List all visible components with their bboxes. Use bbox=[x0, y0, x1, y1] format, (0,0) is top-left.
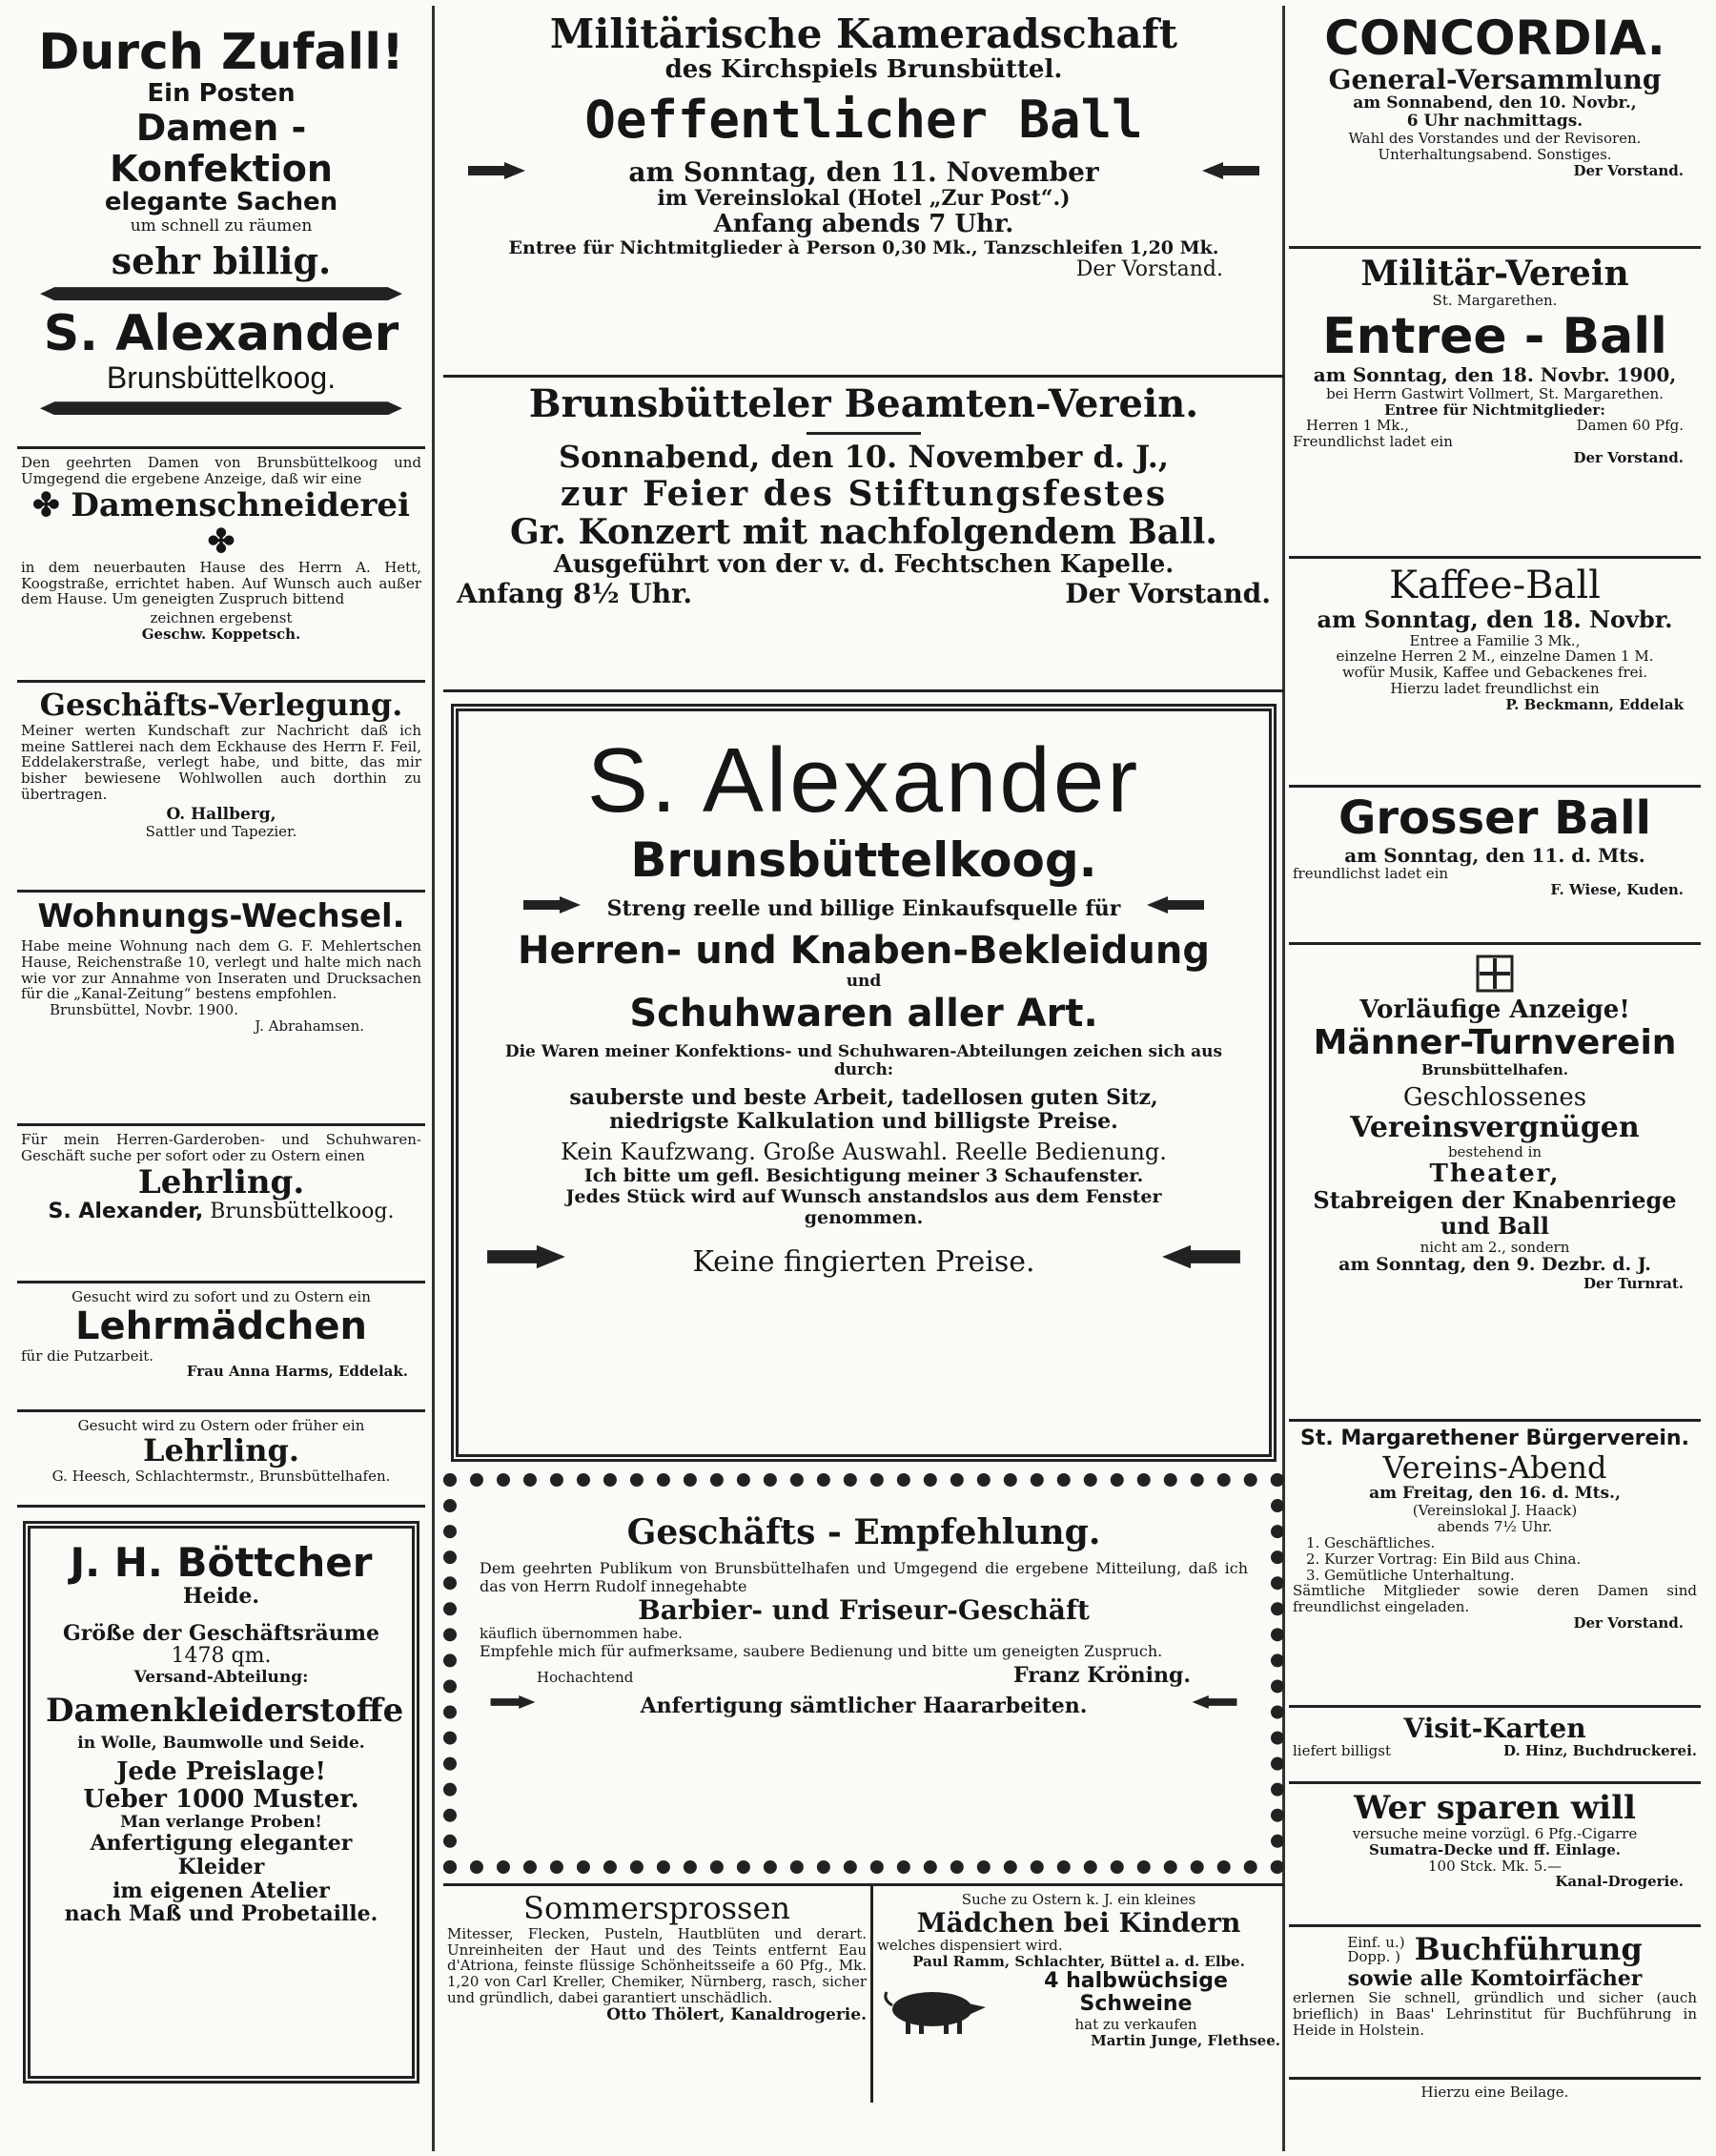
divider bbox=[807, 432, 921, 435]
ad-prefix-line: Dopp. ) bbox=[1347, 1947, 1400, 1965]
ad-date: Brunsbüttel, Novbr. 1900. bbox=[50, 1001, 238, 1019]
pointing-hand-icon bbox=[466, 160, 527, 181]
ad-pigs: 4 halbwüchsige Schweine bbox=[1044, 1968, 1228, 2017]
ad-price: Herren 1 Mk., bbox=[1306, 417, 1409, 435]
ad-title: CONCORDIA. bbox=[1324, 10, 1665, 66]
ad-line: versuche meine vorzügl. 6 Pfg.-Cigarre bbox=[1352, 1825, 1638, 1843]
ad-militaerische-kameradschaft bbox=[443, 6, 1284, 378]
ad-sign: Der Vorstand. bbox=[1573, 448, 1684, 466]
ad-title-row bbox=[1293, 1933, 1697, 1967]
ad-sub: des Kirchspiels Brunsbüttel. bbox=[664, 55, 1063, 85]
ad-title: Geschäfts-Verlegung. bbox=[39, 687, 403, 723]
clover-icon: ✤ bbox=[207, 522, 235, 561]
ad-item: 3. Gemütliche Unterhaltung. bbox=[1306, 1566, 1515, 1584]
middle-column bbox=[443, 6, 1284, 2103]
bottom-row bbox=[443, 1883, 1284, 2103]
ad-line: Hierzu ladet freundlichst ein bbox=[1390, 680, 1600, 698]
ad-item: 1. Geschäftliches. bbox=[1306, 1534, 1436, 1552]
left-column bbox=[17, 6, 425, 2093]
ad-line: um schnell zu räumen bbox=[130, 216, 313, 236]
ad-line: Empfehle mich für aufmerksame, saubere Bedienung und bitte um geneigten Zuspruch. bbox=[480, 1641, 1163, 1660]
ad-sign: Otto Thölert, Kanaldrogerie. bbox=[606, 2004, 867, 2024]
ad-sign-name: Franz Kröning. bbox=[1012, 1663, 1191, 1688]
ad-sign: P. Beckmann, Eddelak bbox=[1505, 695, 1684, 713]
ad-line-row bbox=[480, 1692, 1248, 1718]
ad-place: Heide. bbox=[182, 1584, 260, 1610]
ad-ball: Oeffentlicher Ball bbox=[584, 90, 1143, 151]
ad-title: Brunsbütteler Beamten-Verein. bbox=[528, 381, 1199, 426]
ad-line: sauberste und beste Arbeit, tadellosen guten Sitz, bbox=[569, 1084, 1158, 1110]
ad-start: Anfang abends 7 Uhr. bbox=[713, 209, 1014, 238]
ad-line: niedrigste Kalkulation und billigste Preise. bbox=[609, 1109, 1118, 1135]
ad-sign: D. Hinz, Buchdruckerei. bbox=[1502, 1742, 1697, 1760]
ad-line: 1478 qm. bbox=[171, 1644, 272, 1669]
ad-line: im eigenen Atelier bbox=[112, 1878, 330, 1903]
ad-sign: Der Vorstand. bbox=[1573, 1614, 1684, 1632]
ad-name: Frau Anna Harms, Eddelak. bbox=[186, 1363, 408, 1381]
ad-line: nicht am 2., sondern bbox=[1420, 1238, 1570, 1256]
ad-sign: Hochachtend bbox=[537, 1669, 634, 1686]
ad-line: General-Versammlung bbox=[1328, 64, 1662, 95]
ad-sign: Der Vorstand. bbox=[1075, 257, 1223, 281]
ad-line: Entree a Familie 3 Mk., bbox=[1409, 631, 1581, 649]
ad-visit-karten bbox=[1289, 1708, 1701, 1784]
ad-maenner-turnverein bbox=[1289, 945, 1701, 1422]
ad-title: Lehrling. bbox=[137, 1162, 305, 1201]
ad-date: am Sonntag, den 11. d. Mts. bbox=[1344, 843, 1645, 867]
ad-ball: Entree - Ball bbox=[1322, 308, 1667, 366]
ad-line: Schuhwaren aller Art. bbox=[629, 991, 1098, 1036]
ad-title: Militär-Verein bbox=[1360, 254, 1629, 294]
ad-body: Meiner werten Kundschaft zur Nachricht daß ich meine Sattlerei nach dem Eckhause des Herrn F. Feil, Eddelakerstraße, verlegt habe, und bitte, das mir bisher bewiesene Wohlwollen auch dorthin zu übertragen. bbox=[21, 721, 421, 804]
ad-title: Lehrling. bbox=[142, 1431, 300, 1468]
ad-maedchen-schweine bbox=[873, 1886, 1284, 2103]
ad-prefix-line: Einf. u.) bbox=[1347, 1933, 1405, 1951]
ad-title: St. Margarethener Bürgerverein. bbox=[1300, 1427, 1689, 1450]
ad-line: liefert billigst bbox=[1293, 1742, 1391, 1760]
ad-place: St. Margarethen. bbox=[1432, 292, 1558, 310]
ad-body: Mitesser, Flecken, Pusteln, Hautblüten und derart. Unreinheiten der Haut und des Teints entfernt Eau d'Atriona, feinste flüssige Schönheitsseife a 60 Pfg., Mk. 1,20 von Carl Kreller, Chemiker, Nürnberg, rasch, sicher und gründlich, dabei garantiert unschädlich. bbox=[447, 1924, 867, 2007]
ad-title: J. H. Böttcher bbox=[70, 1539, 373, 1586]
ad-geschaefts-verlegung bbox=[17, 683, 425, 893]
ad-sign bbox=[21, 1201, 421, 1224]
ad-title: Männer-Turnverein bbox=[1313, 1023, 1677, 1063]
clover-icon: ✤ bbox=[32, 485, 72, 524]
ad-line: Kein Kaufzwang. Große Auswahl. Reelle Bedienung. bbox=[561, 1139, 1167, 1166]
ad-line: am Sonnabend, den 10. Novbr., bbox=[1353, 93, 1637, 113]
ad-place: Brunsbüttelhafen. bbox=[1420, 1061, 1569, 1079]
ad-title: Mädchen bei Kindern bbox=[916, 1906, 1241, 1939]
ad-militaer-verein bbox=[1289, 249, 1701, 559]
ad-title: Visit-Karten bbox=[1403, 1713, 1586, 1744]
turner-cross-icon bbox=[1476, 955, 1514, 993]
ad-lehrling-heesch bbox=[17, 1412, 425, 1508]
ad-line: Ich bitte um gefl. Besichtigung meiner 3 Schaufenster. bbox=[583, 1165, 1144, 1187]
ad-line: sehr billig. bbox=[111, 238, 332, 282]
ad-durch-zufall bbox=[17, 6, 425, 449]
ad-title: Durch Zufall! bbox=[38, 24, 404, 81]
pointing-hand-icon bbox=[1158, 1242, 1244, 1271]
ad-loc: bei Herrn Gastwirt Vollmert, St. Margarethen. bbox=[1326, 384, 1664, 402]
ad-date: am Sonntag, den 18. Novbr. 1900, bbox=[1313, 363, 1677, 387]
ad-sign-place: Brunsbüttelkoog. bbox=[210, 1199, 395, 1223]
ad-line: und Ball bbox=[1440, 1211, 1550, 1240]
ad-title: Lehrmädchen bbox=[75, 1304, 367, 1348]
ad-sign: F. Wiese, Kuden. bbox=[1550, 880, 1684, 898]
column-rule-left bbox=[432, 6, 435, 2151]
ad-footer-row bbox=[447, 579, 1280, 608]
ad-line: Die Waren meiner Konfektions- und Schuhwaren-Abteilungen zeichen sich aus durch: bbox=[504, 1041, 1223, 1080]
ad-body: Habe meine Wohnung nach dem G. F. Mehlertschen Hause, Reichenstraße 10, verlegt und halte mich nach wie vor zur Annahme von Inseraten und Drucksachen für die „Kanal-Zeitung“ bestens empfohlen. bbox=[21, 937, 421, 1003]
ad-line: zur Feier des Stiftungsfestes bbox=[560, 473, 1168, 514]
ad-place: Brunsbüttelkoog. bbox=[106, 360, 337, 396]
ad-title: Militärische Kameradschaft bbox=[549, 10, 1178, 57]
ad-title: Sommersprossen bbox=[523, 1890, 790, 1926]
ad-line-row bbox=[474, 1242, 1254, 1280]
ornament-bar bbox=[40, 401, 402, 415]
ad-item: 2. Kurzer Vortrag: Ein Bild aus China. bbox=[1306, 1550, 1582, 1568]
ad-title: Geschäfts - Empfehlung. bbox=[626, 1512, 1101, 1552]
ad-sign-name: S. Alexander, bbox=[48, 1199, 204, 1223]
ad-entree: Entree für Nichtmitglieder à Person 0,30 Mk., Tanzschleifen 1,20 Mk. bbox=[508, 236, 1219, 258]
ad-wohnungs-wechsel bbox=[17, 893, 425, 1126]
ad-loc: (Vereinslokal J. Haack) bbox=[1412, 1502, 1578, 1520]
ad-line: hat zu verkaufen bbox=[1074, 2016, 1197, 2033]
ad-lehrling-alexander bbox=[17, 1126, 425, 1283]
ad-title: Kaffee-Ball bbox=[1389, 564, 1601, 607]
ad-sub: für die Putzarbeit. bbox=[21, 1346, 154, 1365]
ad-line: Stabreigen der Knabenriege bbox=[1313, 1185, 1677, 1214]
ad-boettcher bbox=[23, 1521, 419, 2084]
ad-buergerverein bbox=[1289, 1422, 1701, 1708]
ad-body: in dem neuerbauten Hause des Herrn A. Hett, Koogstraße, errichtet haben. Auf Wunsch auch außer dem Hause. Um geneigten Zuspruch bittend bbox=[21, 558, 421, 608]
ad-line: Man verlange Proben! bbox=[120, 1813, 322, 1833]
ad-line: Versand-Abteilung: bbox=[133, 1667, 309, 1687]
ad-date: am Sonntag, den 9. Dezbr. d. J. bbox=[1338, 1254, 1651, 1276]
ad-price: Damen 60 Pfg. bbox=[1576, 417, 1684, 435]
ad-line: Ausgeführt von der v. d. Fechtschen Kapelle. bbox=[553, 550, 1175, 580]
ad-body: Für mein Herren-Garderoben- und Schuhwaren-Geschäft suche per sofort oder zu Ostern einen bbox=[21, 1131, 421, 1164]
ad-line: Paul Ramm, Schlachter, Büttel a. d. Elbe. bbox=[912, 1952, 1245, 1970]
ad-line: 100 Stck. Mk. 5.— bbox=[1427, 1857, 1563, 1875]
ad-sign: Kanal-Drogerie. bbox=[1555, 1873, 1684, 1891]
ad-body: Gesucht wird zu Ostern oder früher ein bbox=[77, 1417, 365, 1434]
ad-start: Anfang 8½ Uhr. bbox=[457, 578, 693, 610]
ad-line: Sämtliche Mitglieder sowie deren Damen sind freundlichst eingeladen. bbox=[1293, 1582, 1697, 1616]
ad-line: Jedes Stück wird auf Wunsch anstandslos aus dem Fenster genommen. bbox=[565, 1185, 1162, 1228]
ad-grosser-ball bbox=[1289, 788, 1701, 945]
ad-line: Vereinsvergnügen bbox=[1350, 1111, 1640, 1145]
ad-line: einzelne Herren 2 M., einzelne Damen 1 M. bbox=[1336, 647, 1654, 666]
ad-line: Anfertigung sämtlicher Haararbeiten. bbox=[640, 1694, 1088, 1719]
ad-title: Wer sparen will bbox=[1354, 1789, 1636, 1827]
ad-sign: Der Vorstand. bbox=[1065, 578, 1271, 610]
ad-line: elegante Sachen bbox=[104, 188, 338, 217]
ad-line: Geschlossenes bbox=[1402, 1083, 1587, 1113]
ad-line: Gr. Konzert mit nachfolgendem Ball. bbox=[510, 511, 1217, 552]
ad-line: Jede Preislage! bbox=[116, 1757, 326, 1787]
ornament-bar bbox=[40, 287, 402, 300]
ad-loc: im Vereinslokal (Hotel „Zur Post“.) bbox=[657, 185, 1071, 211]
ad-geschaefts-empfehlung bbox=[443, 1473, 1284, 1874]
ad-line: erlernen Sie schnell, gründlich und sicher (auch brieflich) in Baas' Lehrinstitut für Buchführung in Heide in Holstein. bbox=[1293, 1989, 1697, 2040]
ad-line-row bbox=[474, 894, 1254, 921]
ad-title: Buchführung bbox=[1414, 1931, 1643, 1967]
ad-name: S. Alexander bbox=[43, 305, 399, 363]
ad-line: Sumatra-Decke und ff. Einlage. bbox=[1369, 1840, 1621, 1858]
ad-line: 6 Uhr nachmittags. bbox=[1406, 112, 1583, 132]
ad-pig-row bbox=[877, 1970, 1280, 2049]
ad-line: freundlichst ladet ein bbox=[1293, 865, 1449, 883]
ad-line: bestehend in bbox=[1447, 1142, 1542, 1160]
ad-price-row bbox=[1293, 418, 1697, 434]
pig-icon bbox=[877, 1981, 991, 2038]
ad-line: und bbox=[846, 972, 882, 992]
ad-name: S. Alexander bbox=[586, 729, 1141, 832]
pointing-hand-icon bbox=[483, 1242, 569, 1271]
ad-line: Damenkleiderstoffe bbox=[46, 1691, 404, 1730]
ad-sign: Geschw. Koppetsch. bbox=[141, 625, 301, 643]
ad-sign-row bbox=[480, 1664, 1248, 1688]
ad-line: sowie alle Komtoirfächer bbox=[1347, 1965, 1643, 1991]
ad-body: Gesucht wird zu sofort und zu Ostern ein bbox=[72, 1288, 371, 1305]
ad-date: Sonnabend, den 10. November d. J., bbox=[558, 438, 1170, 475]
ad-sign: Der Turnrat. bbox=[1583, 1274, 1684, 1292]
right-column bbox=[1289, 6, 1701, 2101]
ad-line: welches dispensiert wird. bbox=[877, 1937, 1063, 1955]
ad-line-row bbox=[1293, 1743, 1697, 1759]
ad-line: Vorläufige Anzeige! bbox=[1359, 996, 1630, 1024]
ad-name: J. Abrahamsen. bbox=[255, 1017, 364, 1036]
ad-date: am Sonntag, den 18. Novbr. bbox=[1317, 605, 1673, 633]
ad-sign: zeichnen ergebenst bbox=[150, 609, 293, 627]
ad-prefix bbox=[1347, 1933, 1405, 1965]
ad-place: Brunsbüttelkoog. bbox=[630, 832, 1097, 889]
ad-line: Anfertigung eleganter Kleider bbox=[90, 1831, 353, 1879]
ad-line: Herren- und Knaben-Bekleidung bbox=[518, 929, 1210, 974]
ad-line: Entree für Nichtmitglieder: bbox=[1384, 400, 1605, 419]
ad-line: nach Maß und Probetaille. bbox=[64, 1901, 378, 1927]
ad-beamten-verein bbox=[443, 378, 1284, 692]
ad-wer-sparen-will bbox=[1289, 1784, 1701, 1927]
ad-title: Wohnungs-Wechsel. bbox=[37, 897, 405, 935]
ad-intro: Den geehrten Damen von Brunsbüttelkoog und Umgegend die ergebene Anzeige, daß wir eine bbox=[21, 454, 421, 487]
pointing-hand-icon bbox=[1145, 894, 1206, 915]
ad-title-text: Damenschneiderei bbox=[71, 485, 410, 524]
ad-sub: Vereins-Abend bbox=[1382, 1448, 1607, 1486]
ad-line: Theater, bbox=[1429, 1159, 1561, 1188]
pointing-hand-icon bbox=[489, 1692, 537, 1713]
ad-date: am Freitag, den 16. d. Mts., bbox=[1369, 1484, 1621, 1504]
ad-line: käuflich übernommen habe. bbox=[480, 1625, 683, 1643]
ad-time: abends 7½ Uhr. bbox=[1437, 1518, 1553, 1536]
ad-title bbox=[21, 487, 421, 560]
ad-intro: Suche zu Ostern k. J. ein kleines bbox=[961, 1891, 1196, 1908]
pointing-hand-icon bbox=[1191, 1692, 1238, 1713]
ad-line: Wahl des Vorstandes und der Revisoren. bbox=[1348, 130, 1642, 148]
ad-sign: Der Vorstand. bbox=[1573, 162, 1684, 180]
ad-line: wofür Musik, Kaffee und Gebackenes frei. bbox=[1341, 664, 1648, 682]
ad-line: Größe der Geschäftsräume bbox=[63, 1620, 379, 1646]
pointing-hand-icon bbox=[521, 894, 582, 915]
ad-line: Damen - Konfektion bbox=[110, 107, 333, 190]
ad-line: Barbier- und Friseur-Geschäft bbox=[638, 1594, 1090, 1627]
ad-line: Freundlichst ladet ein bbox=[1293, 433, 1453, 451]
ad-title: Grosser Ball bbox=[1338, 791, 1651, 845]
ad-sommersprossen bbox=[443, 1886, 873, 2103]
page-footer: Hierzu eine Beilage. bbox=[1420, 2084, 1569, 2101]
ad-role: Sattler und Tapezier. bbox=[145, 822, 297, 840]
ad-line: Unterhaltungsabend. Sonstiges. bbox=[1378, 146, 1612, 164]
ad-sign: Martin Junge, Flethsee. bbox=[1091, 2031, 1280, 2049]
ad-line: Keine fingierten Preise. bbox=[692, 1244, 1035, 1279]
ad-date-row bbox=[447, 157, 1280, 187]
ad-lehrmaedchen bbox=[17, 1283, 425, 1412]
ad-name: G. Heesch, Schlachtermstr., Brunsbüttelhafen. bbox=[51, 1467, 391, 1485]
ad-concordia bbox=[1289, 6, 1701, 249]
ad-line: in Wolle, Baumwolle und Seide. bbox=[77, 1734, 365, 1754]
ad-name: O. Hallberg, bbox=[166, 804, 276, 824]
ad-date: am Sonntag, den 11. November bbox=[628, 155, 1099, 188]
pointing-hand-icon bbox=[1200, 160, 1261, 181]
ad-damenschneiderei bbox=[17, 449, 425, 683]
ad-alexander-main bbox=[451, 704, 1277, 1462]
ad-line: Streng reelle und billige Einkaufsquelle für bbox=[606, 895, 1121, 921]
ad-body: Dem geehrten Publikum von Brunsbüttelhafen und Umgegend die ergebene Mitteilung, daß ich das von Herrn Rudolf innegehabte bbox=[480, 1559, 1248, 1595]
ad-kaffee-ball bbox=[1289, 559, 1701, 788]
ad-line: Ein Posten bbox=[147, 79, 296, 109]
ad-buchfuehrung bbox=[1289, 1927, 1701, 2080]
ad-line: Ueber 1000 Muster. bbox=[83, 1785, 359, 1815]
